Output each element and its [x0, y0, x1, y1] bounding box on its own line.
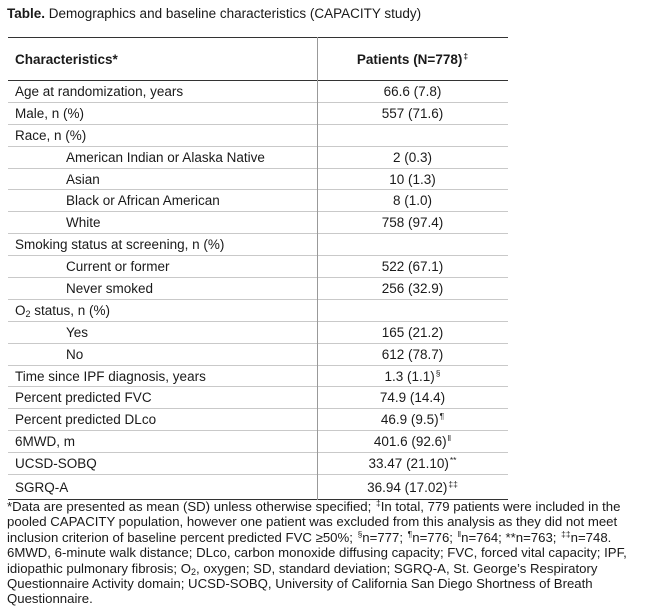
footnote-text-4: n=776;	[412, 529, 457, 545]
row-value: 74.9 (14.4)	[379, 390, 446, 406]
row-label: Asian	[66, 171, 100, 187]
row-value-cell	[317, 234, 508, 256]
table-row	[8, 190, 508, 212]
table-row	[8, 343, 508, 365]
table-row	[8, 453, 508, 475]
footnote-mark-5: ‡‡	[561, 528, 571, 539]
table-row	[8, 124, 508, 146]
row-value-cell	[317, 168, 508, 190]
row-value: 612 (78.7)	[381, 346, 444, 362]
row-label: UCSD-SOBQ	[15, 456, 97, 472]
row-label: Percent predicted DLco	[15, 412, 157, 428]
footnote-text-6: n=748. 6MWD, 6-minute walk distance; DLco, carbon monoxide diffusing capacity; FVC, forced vital capacity; IPF, idiopathic pulmonary fibrosis; O	[7, 529, 627, 576]
footnote-mark-2: §	[357, 528, 363, 539]
row-value: 256 (32.9)	[381, 280, 444, 296]
row-label-cell	[8, 212, 317, 234]
row-value-cell	[317, 146, 508, 168]
row-label-cell	[8, 409, 317, 431]
row-value-footnote-mark: ‡‡	[448, 478, 458, 489]
footnote-text-3: n=777;	[362, 529, 407, 545]
header-patients	[317, 38, 508, 81]
row-label-cell	[8, 168, 317, 190]
row-value-cell	[317, 365, 508, 387]
row-value-cell	[317, 431, 508, 453]
row-value-cell	[317, 124, 508, 146]
row-label-cell	[8, 81, 317, 103]
row-label: SGRQ-A	[15, 479, 69, 495]
table-row	[8, 256, 508, 278]
caption-label: Table.	[7, 6, 46, 21]
column-divider	[317, 37, 318, 500]
table-row	[8, 102, 508, 124]
table-row	[8, 278, 508, 300]
row-label-cell	[8, 321, 317, 343]
row-label-cell	[8, 365, 317, 387]
row-label-suffix: status, n (%)	[30, 302, 111, 318]
row-value: 401.6 (92.6)	[373, 434, 447, 450]
row-value-cell	[317, 256, 508, 278]
row-value-cell	[317, 299, 508, 321]
row-label: Percent predicted FVC	[15, 390, 152, 406]
row-value: 2 (0.3)	[392, 149, 433, 165]
row-label: O	[15, 302, 26, 318]
row-value: 557 (71.6)	[381, 105, 444, 121]
row-value-cell	[317, 387, 508, 409]
row-label: Age at randomization, years	[15, 83, 184, 99]
row-value: 1.3 (1.1)	[384, 368, 435, 384]
row-label: Yes	[66, 324, 89, 340]
table-row	[8, 475, 508, 500]
row-label-cell	[8, 102, 317, 124]
row-value-footnote-mark: ‖	[447, 433, 452, 444]
row-label: 6MWD, m	[15, 434, 75, 450]
footnote-subscript: 2	[190, 566, 196, 577]
header-characteristics: Characteristics*	[8, 38, 317, 81]
row-label: Current or former	[66, 259, 170, 275]
demographics-table-container	[8, 37, 508, 500]
row-label: Time since IPF diagnosis, years	[15, 368, 206, 384]
table-row	[8, 431, 508, 453]
row-label: Black or African American	[66, 193, 220, 209]
table-row	[8, 212, 508, 234]
table-row	[8, 321, 508, 343]
footnote-mark-1: ‡	[375, 498, 381, 508]
row-label-cell	[8, 146, 317, 168]
row-value-cell	[317, 102, 508, 124]
footnote-mark-3: ¶	[407, 528, 413, 539]
row-label: White	[66, 215, 101, 231]
row-label-cell	[8, 475, 317, 500]
table-footnote	[7, 499, 652, 607]
footnote-text-1: *Data are presented as mean (SD) unless otherwise specified;	[7, 499, 375, 514]
row-label-subscript: 2	[25, 308, 31, 319]
row-value-cell	[317, 278, 508, 300]
row-value: 10 (1.3)	[389, 171, 436, 187]
demographics-table	[8, 37, 508, 500]
footnote-mark-4: ‖	[457, 528, 462, 539]
table-row	[8, 234, 508, 256]
row-value-cell	[317, 409, 508, 431]
row-label-cell	[8, 278, 317, 300]
table-row	[8, 409, 508, 431]
row-value-cell	[317, 343, 508, 365]
row-value-footnote-mark: **	[449, 455, 457, 466]
caption-text: Demographics and baseline characteristics (CAPACITY study)	[45, 6, 422, 21]
row-label-cell	[8, 124, 317, 146]
row-value-cell	[317, 453, 508, 475]
row-value: 33.47 (21.10)	[368, 456, 449, 472]
header-patients-mark: ‡	[463, 50, 469, 61]
row-value: 165 (21.2)	[381, 324, 444, 340]
header-patients-label: Patients (N=778)	[356, 51, 463, 67]
row-value-cell	[317, 190, 508, 212]
row-value: 36.94 (17.02)	[367, 479, 448, 495]
table-row	[8, 81, 508, 103]
row-label: American Indian or Alaska Native	[66, 149, 265, 165]
row-value-cell	[317, 321, 508, 343]
table-row	[8, 299, 508, 321]
row-label-cell	[8, 453, 317, 475]
row-value-cell	[317, 81, 508, 103]
row-value: 522 (67.1)	[381, 259, 444, 275]
row-label: Never smoked	[66, 280, 154, 296]
row-value: 8 (1.0)	[392, 193, 433, 209]
table-row	[8, 365, 508, 387]
row-label-cell	[8, 234, 317, 256]
row-value: 46.9 (9.5)	[380, 412, 439, 428]
footnote-text-5: n=764; **n=763;	[461, 529, 561, 545]
row-label: Smoking status at screening, n (%)	[15, 237, 225, 253]
table-row	[8, 387, 508, 409]
table-header-row	[8, 38, 508, 81]
row-value-cell	[317, 212, 508, 234]
row-value: 66.6 (7.8)	[383, 83, 442, 99]
footnote-text-7: , oxygen; SD, standard deviation; SGRQ-A, St. George’s Respiratory Questionnaire Activity domain; UCSD-SOBQ, University of California San Diego Shortness of Breath Questionnaire.	[7, 560, 598, 607]
row-label-cell	[8, 256, 317, 278]
table-row	[8, 168, 508, 190]
row-label-cell	[8, 299, 317, 321]
row-value-footnote-mark: ¶	[439, 411, 445, 422]
row-label: Male, n (%)	[15, 105, 85, 121]
table-caption	[7, 5, 421, 22]
row-value-footnote-mark: §	[435, 367, 441, 378]
row-label-cell	[8, 431, 317, 453]
row-label-cell	[8, 190, 317, 212]
row-value: 758 (97.4)	[381, 215, 444, 231]
row-label-cell	[8, 387, 317, 409]
table-row	[8, 146, 508, 168]
table-body	[8, 81, 508, 500]
footnote-text-2: In total, 779 patients were included in the pooled CAPACITY population, however one patient was excluded from this analysis as they did not meet inclusion criterion of baseline percent predicted FVC ≥50%;	[7, 499, 621, 545]
row-label-cell	[8, 343, 317, 365]
row-value-cell	[317, 475, 508, 500]
row-label: No	[66, 346, 84, 362]
row-label: Race, n (%)	[15, 127, 87, 143]
